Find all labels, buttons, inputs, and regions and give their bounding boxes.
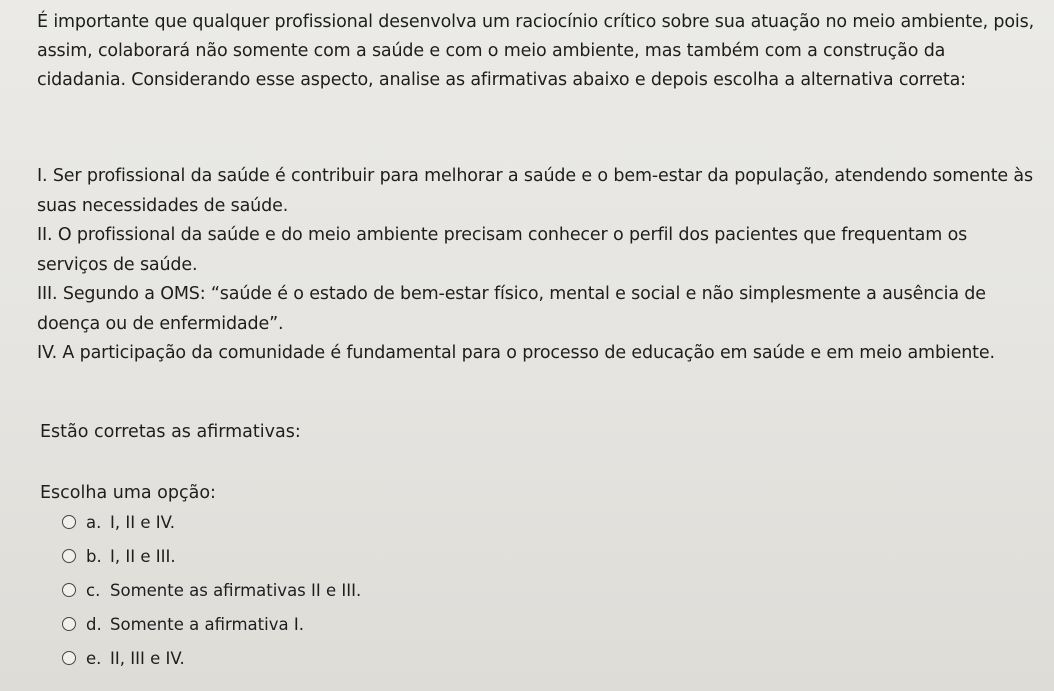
option-text: Somente a afirmativa I. [110,614,304,634]
radio-button-d[interactable] [62,617,76,631]
statement-1: I. Ser profissional da saúde é contribuir para melhorar a saúde e o bem-estar da população, atendendo somente às suas necessidades de saúde. [37,166,1033,216]
statements-list [37,162,1042,369]
choose-label: Escolha uma opção: [40,483,216,503]
option-c[interactable] [62,573,662,607]
option-letter: d. [86,614,102,634]
answer-options [62,505,662,675]
radio-button-b[interactable] [62,549,76,563]
option-a[interactable] [62,505,662,539]
option-b[interactable] [62,539,662,573]
question-text: É importante que qualquer profissional desenvolva um raciocínio crítico sobre sua atuação no meio ambiente, pois, assim, colaborará não somente com a saúde e com o meio ambiente, mas também com a construção da cidadania. Considerando esse aspecto, analise as afirmativas abaixo e depois escolha a alternativa correta: [37,12,1035,90]
option-d[interactable] [62,607,662,641]
option-e[interactable] [62,641,662,675]
option-letter: b. [86,546,102,566]
statement-3: III. Segundo a OMS: “saúde é o estado de bem-estar físico, mental e social e não simplesmente a ausência de doença ou de enfermidade”. [37,284,986,334]
statement-4: IV. A participação da comunidade é fundamental para o processo de educação em saúde e em meio ambiente. [37,343,995,363]
radio-button-c[interactable] [62,583,76,597]
statement-2: II. O profissional da saúde e do meio ambiente precisam conhecer o perfil dos pacientes que frequentam os serviços de saúde. [37,225,968,275]
option-text: I, II e IV. [110,512,176,532]
answer-prompt: Estão corretas as afirmativas: [40,422,301,442]
radio-button-a[interactable] [62,515,76,529]
option-text: Somente as afirmativas II e III. [110,580,362,600]
option-text: II, III e IV. [110,648,185,668]
option-letter: c. [86,580,101,600]
option-text: I, II e III. [110,546,176,566]
option-letter: a. [86,512,102,532]
option-letter: e. [86,648,102,668]
radio-button-e[interactable] [62,651,76,665]
